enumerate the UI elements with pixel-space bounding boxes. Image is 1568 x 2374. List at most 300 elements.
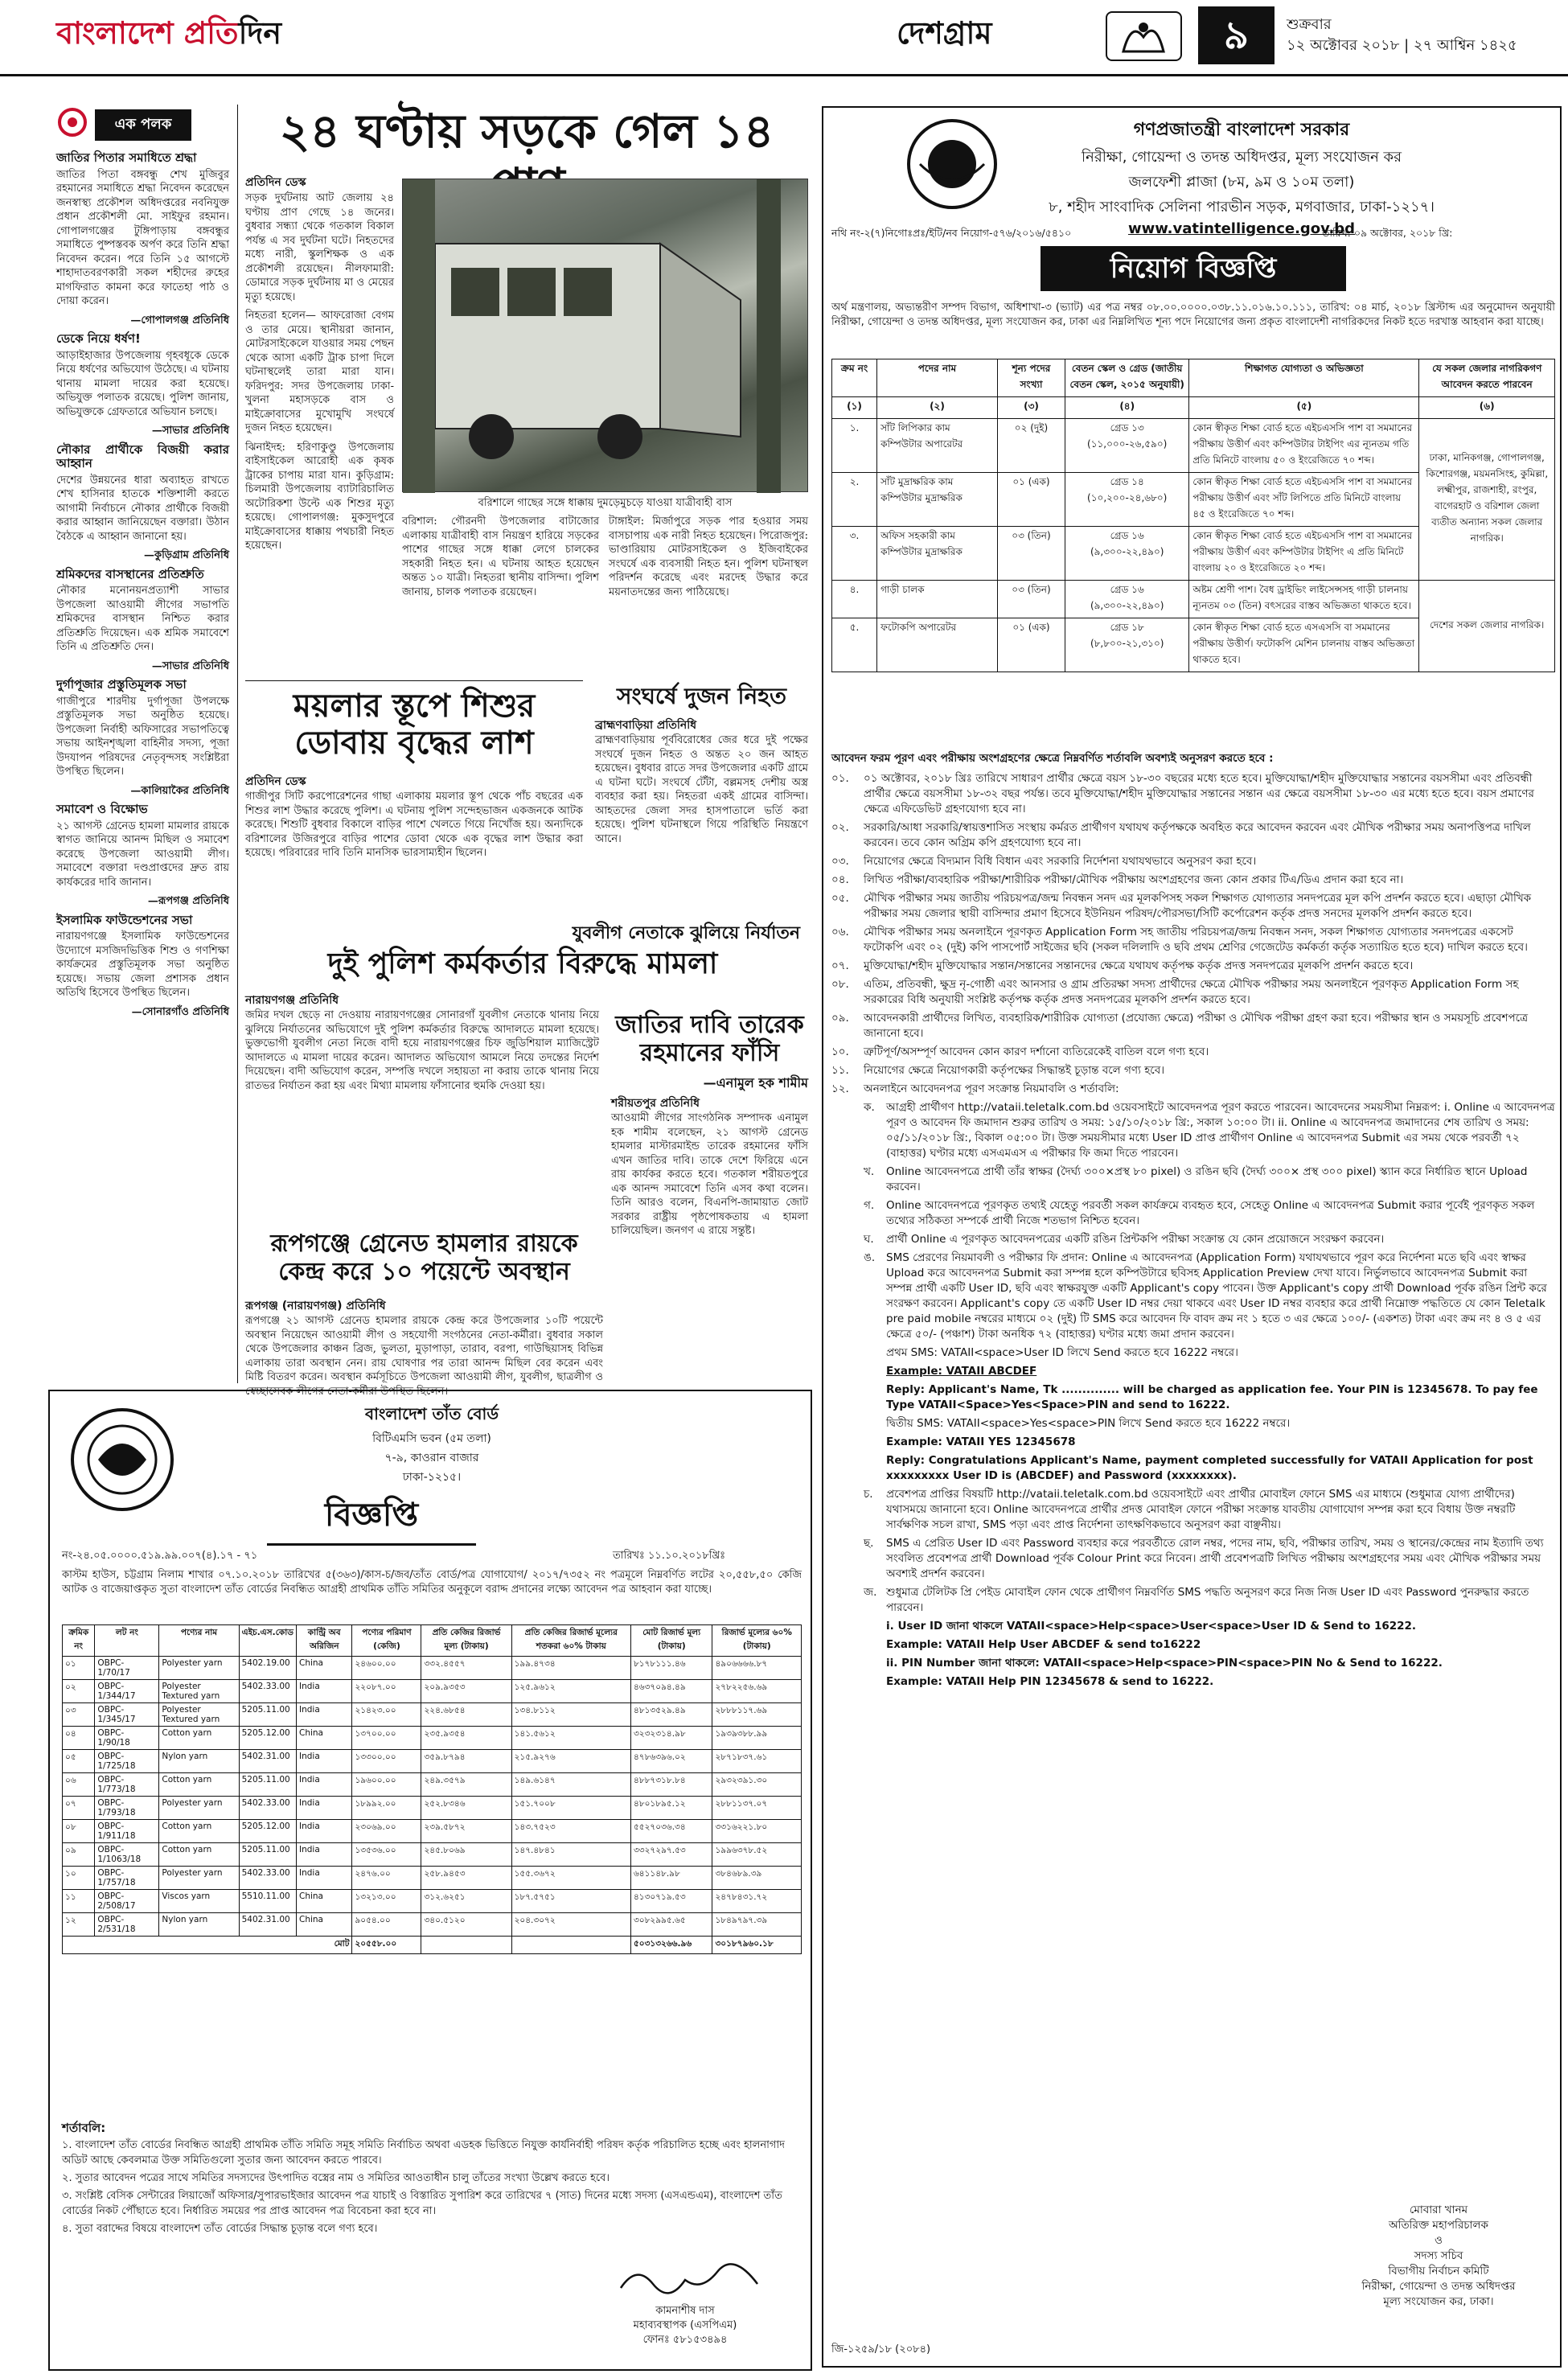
ad-addr3: ঢাকা-১২১৫। [402,1471,462,1484]
story6-byline: রূপগঞ্জ (নারায়ণগঞ্জ) প্রতিনিধি [245,1300,386,1312]
govt-emblem-icon [904,116,1000,212]
org-line3: জলফেশী প্লাজা (৮ম, ৯ম ও ১০ম তলা) [1128,174,1355,191]
brief-source: —কালিয়াকৈর প্রতিনিধি [130,784,229,797]
instruction-text: সরকারি/আধা সরকারি/স্বায়ত্তশাসিত সংস্থায় কর্মরত প্রার্থীগণ যথাযথ কর্তৃপক্ষকে অবহিত করে আবেদন করবেন এবং মৌখিক পরীক্ষার সময় অনাপত্তিপত্র দাখিল করবেন। তবে কোন অগ্রিম কপি গ্রহণযোগ্য হবে না। [864,821,1531,849]
post-table [831,359,1555,672]
instruction-number: ১০. [831,1045,849,1058]
lot-cell: ৩৩২.৪৫৫৭ [421,1657,511,1680]
post-cell-post: অফিস সহকারী কাম কম্পিউটার মুদ্রাক্ষরিক [877,527,998,581]
story4-body: জমির দখল ছেড়ে না দেওয়ায় নারায়ণগঞ্জের সোনারগাঁ যুবলীগ নেতাকে থানায় নিয়ে ঝুলিয়ে নির্যাতনের অভিযোগে দুই পুলিশ কর্মকর্তার বিরুদ্ধে আদালতে মামলা হয়েছে। ভুক্তভোগী যুবলীগ নেতা নিজে বাদী হয়ে নারায়ণগঞ্জের চিফ জুডিশিয়াল ম্যাজিস্ট্রেট আদালতে এ মামলা দায়ের করেন। আদালত অভিযোগ আমলে নিয়ে তদন্তের নির্দেশ দিয়েছেন। বাদী অভিযোগ করেন, সম্পত্তি দখলে সহায়তা না করায় তাকে থানায় নিয়ে রাতভর নির্যাতন করা হয় এবং মিথ্যা মামলায় ফাঁসানোর হুমকি দেওয়া হয়। [245,1009,599,1092]
story4-headline: দুই পুলিশ কর্মকর্তার বিরুদ্ধে মামলা [327,947,718,980]
instruction-item [831,1082,1555,1097]
lot-row [63,1727,802,1750]
brief-source: —সোনারগাঁও প্রতিনিধি [131,1005,229,1018]
brief-body: দেশের উন্নয়নের ধারা অব্যাহত রাখতে শেখ হাসিনার হাতকে শক্তিশালী করতে আগামী নির্বাচনে নৌকার প্রার্থীকে বিজয়ী করার আহ্বান জানিয়েছেন বক্তারা। উঠান বৈঠকে এ আহ্বান জানানো হয়। [56,474,229,543]
post-cell-count: ০৩ (তিন) [997,527,1065,581]
lot-total-row [63,1937,802,1954]
brief-body: ২১ আগস্ট গ্রেনেড হামলা মামলার রায়কে স্বাগত জানিয়ে আনন্দ মিছিল ও সমাবেশ করেছে উপজেলা আওয়ামী লীগ। সমাবেশে বক্তারা দণ্ডপ্রাপ্তদের দ্রুত রায় কার্যকরের দাবি জানান। [56,819,229,889]
org-line4: ৮, শহীদ সাংবাদিক সেলিনা পারভীন সড়ক, মগবাজার, ঢাকা-১২১৭। [1049,199,1435,216]
lot-cell: ২৮৮৮১১৭.৬৯ [712,1703,802,1727]
lot-row [63,1657,802,1680]
main-body-col2 [402,515,599,676]
lot-cell: ২৫২.৮৩৪৬ [421,1797,511,1820]
lot-cell: 5402.19.00 [239,1657,296,1680]
paragraph: বরিশাল: গৌরনদী উপজেলার বাটাজোর এলাকায় যাত্রীবাহী বাস নিয়ন্ত্রণ হারিয়ে সড়কের পাশের গাছের সঙ্গে ধাক্কা লেগে চালকের সহকারী নিহত হন। এ ঘটনায় আহত হয়েছেন অন্তত ১০ যাত্রী। নিহতরা স্থানীয় বাসিন্দা। পুলিশ জানায়, চালক পলাতক রয়েছেন। [402,515,599,598]
lot-cell: India [296,1750,351,1773]
signer-line: মূল্য সংযোজন কর, ঢাকা। [1383,2295,1494,2308]
lot-cell: ১৯৬০০.০০ [352,1773,421,1797]
lot-row [63,1750,802,1773]
rule-text: SMS এ প্রেরিত User ID এবং Password ব্যবহার করে পরবর্তীতে রোল নম্বর, পদের নাম, ছবি, পরীক্ষার তারিখ, সময় ও স্থানের/কেন্দ্রের নাম ইত্যাদি তথ্য সংবলিত প্রবেশপত্র প্রার্থী Download পূর্বক Colour Print করে নিবেন। প্রার্থী প্রবেশপত্রটি লিখিত পরীক্ষায় অংশগ্রহণের সময় এবং মৌখিক পরীক্ষার সময় অবশ্যই প্রদর্শন করবেন। [886,1537,1544,1580]
post-cell-post: সাঁট লিপিকার কাম কম্পিউটার অপারেটর [877,419,998,473]
lot-cell: ১৮৯৯২.০০ [352,1797,421,1820]
ad-ref: নং-২৪.০৫.০০০০.৫১৯.৯৯.০০৭(৪).১৭ - ৭১ [62,1550,258,1562]
story2-body: গাজীপুর সিটি করপোরেশনের গাছা এলাকায় ময়লার স্তূপ থেকে পাঁচ বছরের এক শিশুর লাশ উদ্ধার করেছে পুলিশ। এ ঘটনায় পুলিশ সন্দেহভাজন একজনকে আটক করেছে। শিশুটি বুধবার বিকালে বাড়ির পাশে খেলতে গিয়ে নিখোঁজ হয়। অন্যদিকে বরিশালের উজিরপুরে বাড়ির পাশের ডোবা থেকে এক বৃদ্ধের লাশ উদ্ধার করা হয়েছে। পরিবারের দাবি তিনি মানসিক ভারসাম্যহীন ছিলেন। [245,791,583,859]
signer-line: সদস্য সচিব [1414,2249,1463,2262]
lot-cell: ২৪৭৬.০০ [352,1867,421,1890]
lot-cell: Polyester Textured yarn [159,1680,239,1703]
lot-cell: OBPC-1/90/18 [95,1727,159,1750]
recovery-line: i. User ID জানা থাকলে VATAII<space>Help<space>User<space>User ID & Send to 16222. [886,1620,1417,1633]
rule-text: প্রার্থী Online এ পূরণকৃত আবেদনপত্রের একটি রঙিন প্রিন্টকপি পরীক্ষা সংক্রান্ত যে কোন প্রয়োজনে সংরক্ষণ করবেন। [886,1233,1385,1246]
lot-row [63,1843,802,1867]
instruction-number: ১১. [831,1064,849,1077]
lot-cell: ৪১৩০৭১৯.৫৩ [630,1890,712,1913]
rule-letter: ঙ. [864,1251,876,1264]
lot-cell: ৩৪০.৫১২০ [421,1913,511,1937]
lot-cell: OBPC-2/508/17 [95,1890,159,1913]
rule-text: শুধুমাত্র টেলিটক প্রি পেইড মোবাইল ফোন থেকে প্রার্থীগণ নিম্নবর্ণিত SMS পদ্ধতি অনুসরণ করে নিজ নিজ User ID এবং Password পুনরুদ্ধার করতে পারবেন। [886,1586,1529,1614]
online-rule [864,1198,1555,1229]
post-cell-grade: গ্রেড ১৬ (৯,৩০০-২২,৪৯০) [1065,581,1189,618]
instruction-item [831,977,1555,1008]
lot-cell: China [296,1657,351,1680]
lot-cell: ০৩ [63,1703,95,1727]
lot-cell: ১৪৭.৪৮৪১ [511,1843,630,1867]
instruction-text: ০১ অক্টোবর, ২০১৮ খ্রিঃ তারিখে সাধারণ প্রার্থীর ক্ষেত্রে বয়স ১৮-৩০ বছরের মধ্যে হতে হবে। মুক্তিযোদ্ধা/শহীদ মুক্তিযোদ্ধার সন্তানের বয়সসীমা এবং প্রতিবন্ধী প্রার্থীর ক্ষেত্রে বয়সসীমা ১৮-৩২ বছর পর্যন্ত। তবে মুক্তিযোদ্ধা/শহীদ মুক্তিযোদ্ধার সন্তানের সন্তান এর ক্ষেত্রে বয়সসীমা ১৮-৩০ এর মধ্যে হতে হবে। বয়স প্রমাণের ক্ষেত্রে এফিডেভিট গ্রহণযোগ্য হবে না। [864,772,1534,815]
term-item: ১. বাংলাদেশ তাঁত বোর্ডের নিবন্ধিত আগ্রহী প্রাথমিক তাঁতি সমিতি সমূহ সমিতি নির্বাচিত অথবা এডহক ভিত্তিতে নিযুক্ত কার্যনির্বাহী পরিষদ কর্তৃক পরিচালিত হচ্ছে এবং হালনাগাদ অডিট আছে কেবলমাত্র উক্ত সমিতিগুলো সুতার জন্য আবেদন করতে পারবে। [62,2139,785,2167]
post-cell-post: ফটোকপি অপারেটর [877,618,998,672]
lot-col-header: প্রতি কেজির রিজার্ভ মূল্যের শতকরা ৬০% টাকায় [511,1625,630,1657]
lot-cell: Viscos yarn [159,1890,239,1913]
lot-table [62,1624,802,1954]
post-cell-no: ১. [832,419,877,473]
lot-cell: 5205.11.00 [239,1703,296,1727]
rule-letter: ঘ. [864,1233,874,1246]
tant-board-ad [48,1390,812,2371]
lot-cell: ৪৯০৬৬৬৬.৮৭ [712,1657,802,1680]
post-cell-count: ০১ (এক) [997,473,1065,527]
post-cell-grade: গ্রেড ১৬ (৯,৩০০-২২,৪৯০) [1065,527,1189,581]
date-text: ১২ অক্টোবর ২০১৮ | ২৭ আশ্বিন ১৪২৫ [1287,37,1517,54]
instruction-number: ০৪. [831,873,849,886]
lot-cell: 5402.33.00 [239,1797,296,1820]
story4-kicker: যুবলীগ নেতাকে ঝুলিয়ে নির্যাতন [572,922,800,943]
lot-cell: OBPC-1/911/18 [95,1820,159,1843]
lot-cell: ০৯ [63,1843,95,1867]
signer-line: ফোনঃ ৫৮১৫৩৪৯৪ [642,2334,728,2346]
lot-col-header: পণ্যের নাম [159,1625,239,1657]
sms-instruction: Reply: Congratulations Applicant's Name, payment completed successfully for VATAII Application for post xxxxxxxxx User ID is (ABCDEF) and Password (xxxxxxxx). [886,1454,1533,1482]
lot-cell: ২৪৭৮৪৩১.৭২ [712,1890,802,1913]
lot-cell: India [296,1843,351,1867]
rule-text: SMS প্রেরণের নিয়মাবলী ও পরীক্ষার ফি প্রদান: Online এ আবেদনপত্র (Application Form) যথাযথভাবে পূরণ করে নির্দেশনা মতে ছবি এবং স্বাক্ষর Upload করে আবেদনপত্র Submit করা সম্পন্ন হলে কম্পিউটারে ছবিসহ Application Preview দেখা যাবে। নির্ভুলভাবে আবেদনপত্র Submit করা সম্পন্ন প্রার্থী একটি User ID, ছবি এবং স্বাক্ষরযুক্ত একটি Applicant's copy পাবেন। উক্ত Applicant's copy প্রার্থী Download পূর্বক রঙিন প্রিন্ট করে সংরক্ষণ করবেন। Applicant's copy তে একটি User ID নম্বর দেয়া থাকবে এবং User ID নম্বর ব্যবহার করে প্রার্থী নিম্নোক্ত পদ্ধতিতে যে কোন Teletalk pre paid mobile নম্বরের মাধ্যমে ০২ (দুই) টি SMS করে আবেদন ফি বাবদ ক্রম নং ১ হতে ৩ এর ক্ষেত্রে ১০০/- (একশত) টাকা এবং ক্রম নং ৪ ও ৫ এর ক্ষেত্রে ৫০/- (পঞ্চাশ) টাকা অনধিক ৭২ (বাহাত্তর) ঘণ্টার মধ্যে জমা প্রদান করবেন। [886,1251,1547,1341]
lot-cell: ১১ [63,1890,95,1913]
post-cell-no: ২. [832,473,877,527]
lot-cell: ১২৫.৯৬১২ [511,1680,630,1703]
post-table-wrap [831,359,1555,672]
lot-cell: 5402.33.00 [239,1867,296,1890]
lot-row [63,1773,802,1797]
instruction-text: নিয়োগের ক্ষেত্রে বিদ্যমান বিধি বিধান এবং সরকারি নির্দেশনা যথাযথভাবে অনুসরণ করা হবে। [864,855,1257,868]
story2-headline: ময়লার স্তূপে শিশুর ডোবায় বৃদ্ধের লাশ [293,687,536,762]
lot-col-header: মোট রিজার্ভ মূল্য (টাকায়) [630,1625,712,1657]
lot-cell: ২৯৩২৩৯১.৩০ [712,1773,802,1797]
brief-body: নৌকার মনোনয়নপ্রত্যাশী সাভার উপজেলা আওয়ামী লীগের সভাপতি শ্রমিকদের বাসস্থান নিশ্চিত করার প্রতিশ্রুতি দিয়েছেন। এক শ্রমিক সমাবেশে তিনি এ প্রতিশ্রুতি দেন। [56,585,229,653]
lot-cell: ৪৭৮৬৩৯৬.০২ [630,1750,712,1773]
lot-cell: ২৫৮.৯৪৫৩ [421,1867,511,1890]
lot-cell: ৩৫৯.৮৭৯৪ [421,1750,511,1773]
post-col-index: (৬) [1419,397,1555,419]
instruction-number: ০৭. [831,959,849,972]
recovery-line: Example: VATAII Help User ABCDEF & send to16222 [886,1638,1201,1651]
brief-title: জাতির পিতার সমাধিতে শ্রদ্ধা [56,150,197,165]
lot-cell: ৯০৫৪.০০ [352,1913,421,1937]
sms-instruction: দ্বিতীয় SMS: VATAII<space>Yes<space>PIN লিখে Send করতে হবে 16222 নম্বরে। [886,1417,1291,1430]
district-note: ঢাকা, মানিকগঞ্জ, গোপালগঞ্জ, কিশোরগঞ্জ, ময়মনসিংহ, কুমিল্লা, লক্ষ্মীপুর, রাজশাহী, রংপুর, বাগেরহাট ও বরিশাল জেলা ব্যতীত অন্যান্য সকল জেলার নাগরিক। [1419,419,1555,581]
signer-line: মোবারা খানম [1409,2204,1468,2216]
weekday: শুক্রবার [1287,16,1332,33]
lot-cell: ২০৪.৩০৭২ [511,1913,630,1937]
sms-instruction: Example: VATAII ABCDEF [886,1365,1037,1378]
lot-row [63,1680,802,1703]
brief-body: জাতির পিতা বঙ্গবন্ধু শেখ মুজিবুর রহমানের সমাধিতে শ্রদ্ধা নিবেদন করেছেন জনস্বাস্থ্য প্রকৌশল অধিদপ্তরের নবনিযুক্ত প্রধান প্রকৌশলী মো. সাইফুর রহমান। গোপালগঞ্জের টুঙ্গিপাড়ায় বঙ্গবন্ধুর সমাধিতে পুষ্পস্তবক অর্পণ করে তিনি শ্রদ্ধা নিবেদন করেন। পরে তিনি ১৫ আগস্টে শাহাদাতবরণকারী সকল শহীদের রুহের মাগফিরাত কামনা করে ফাতেহা পাঠ ও দোয়া করেন। [56,168,229,307]
page-header [0,0,1568,76]
story6-headline: রূপগঞ্জে গ্রেনেড হামলার রায়কে কেন্দ্র করে ১০ পয়েন্টে অবস্থান [270,1230,578,1286]
lot-cell: 5510.11.00 [239,1890,296,1913]
recovery-line: Example: VATAII Help PIN 12345678 & send to 16222. [886,1675,1214,1688]
instruction-number: ১২. [831,1082,849,1095]
story3-body: ব্রাহ্মণবাড়িয়ায় পূর্ববিরোধের জের ধরে দুই পক্ষের সংঘর্ষে দুজন নিহত ও অন্তত ২০ জন আহত হয়েছেন। বুধবার রাতে সদর উপজেলার একটি গ্রামে এ ঘটনা ঘটে। সংঘর্ষে টেঁটা, বল্লমসহ দেশীয় অস্ত্র ব্যবহার করা হয়। নিহতরা একই গ্রামের বাসিন্দা। আহতদের জেলা সদর হাসপাতালে ভর্তি করা হয়েছে। পুলিশ ঘটনাস্থলে গিয়ে পরিস্থিতি নিয়ন্ত্রণে আনে। [595,734,808,845]
rule-letter: চ. [864,1488,873,1501]
post-col-index: (৫) [1189,397,1419,419]
total-cell: ২০৫৫৮.০০ [352,1937,421,1954]
lot-cell: ০৬ [63,1773,95,1797]
story3-headline: সংঘর্ষে দুজন নিহত [617,683,786,709]
lot-cell: India [296,1867,351,1890]
lot-cell: OBPC-1/773/18 [95,1773,159,1797]
brief-title: ডেকে নিয়ে ধর্ষণ! [56,331,141,346]
main-body-col3 [609,515,808,676]
total-cell [511,1937,630,1954]
post-col-header: শিক্ষাগত যোগ্যতা ও অভিজ্ঞতা [1189,359,1419,397]
ad-ref-no: নথি নং-২(৭)নিগোঃপ্রঃ/ইটি/নব নিয়োগ-৫৭৬/২০১৬/৫৪১০ [831,227,1072,239]
post-cell-qual: কোন স্বীকৃত শিক্ষা বোর্ড হতে এইচএসসি পাশ বা সমমানের পরীক্ষায় উত্তীর্ণ এবং সাঁট লিপিতে প্রতি মিনিটে বাংলায় ৪৫ ও ইংরেজিতে ৭০ শব্দ। [1189,473,1419,527]
lot-row [63,1890,802,1913]
tant-board-logo-icon [66,1403,179,1516]
post-cell-grade: গ্রেড ১৪ (১০,২০০-২৪,৬৮০) [1065,473,1189,527]
post-cell-count: ০৩ (তিন) [997,581,1065,618]
lot-cell: ১৩২১৩.০০ [352,1890,421,1913]
brief-source: —সাভার প্রতিনিধি [151,659,229,672]
instruction-item [831,873,1555,888]
post-cell-post: সাঁট মুদ্রাক্ষরিক কাম কম্পিউটার মুদ্রাক্ষরিক [877,473,998,527]
lot-cell: ১৫১.৭০০৮ [511,1797,630,1820]
lot-cell: ২৮৮১১৩৭.০৭ [712,1797,802,1820]
instruction-text: মুক্তিযোদ্ধা/শহীদ মুক্তিযোদ্ধার সন্তান/সন্তানের সন্তানদের ক্ষেত্রে যথাযথ কর্তৃপক্ষ কর্তৃক প্রদত্ত সনদপত্রের মূলকপি প্রদর্শন করতে হবে। [864,959,1414,972]
lot-cell: OBPC-1/345/17 [95,1703,159,1727]
total-cell: ৩০১৮৭৯৬০.১৮ [712,1937,802,1954]
lot-cell: ৩৩২৭২৯৭.৫৩ [630,1843,712,1867]
post-cell-grade: গ্রেড ১৩ (১১,০০০-২৬,৫৯০) [1065,419,1189,473]
term-item: ৪. সুতা বরাদ্দের বিষয়ে বাংলাদেশ তাঁত বোর্ডের সিদ্ধান্ত চূড়ান্ত বলে গণ্য হবে। [62,2223,378,2235]
story5-byline: শরীয়তপুর প্রতিনিধি [611,1097,700,1110]
post-cell-no: ৩. [832,527,877,581]
lot-cell: ৪৮০১৮৯৫.১২ [630,1797,712,1820]
lot-cell: ১০ [63,1867,95,1890]
lot-col-header: প্রতি কেজির রিজার্ভ মূল্য (টাকায়) [421,1625,511,1657]
lot-cell: OBPC-2/531/18 [95,1913,159,1937]
lot-cell: ২২৪.৬৮৫৪ [421,1703,511,1727]
lot-cell: ১৮৪৯৭৯৭.৩৯ [712,1913,802,1937]
post-cell-qual: কোন স্বীকৃত শিক্ষা বোর্ড হতে এইচএসসি পাশ বা সমমানের পরীক্ষায় উত্তীর্ণ এবং কম্পিউটার টাইপিং এ প্রতি মিনিটে বাংলায় ২০ ও ইংরেজিতে ২০ শব্দ। [1189,527,1419,581]
brief-title: শ্রমিকদের বাসস্থানের প্রতিশ্রুতি [56,566,204,581]
lot-cell: ৩২৩২৩১৪.৯৮ [630,1727,712,1750]
post-col-index: (১) [832,397,877,419]
column-divider [237,105,238,1383]
lot-cell: 5205.11.00 [239,1773,296,1797]
instruction-item [831,854,1555,869]
instruction-number: ০১. [831,772,849,785]
accident-photo [402,179,808,492]
brief-body: গাজীপুরে শারদীয় দুর্গাপূজা উপলক্ষে প্রস্তুতিমূলক সভা অনুষ্ঠিত হয়েছে। উপজেলা নির্বাহী অফিসারের সভাপতিত্বে সভায় আইনশৃঙ্খলা বাহিনীর সদস্য, পূজা উদযাপন পরিষদের নেতৃবৃন্দসহ সংশ্লিষ্টরা উপস্থিত ছিলেন। [56,695,229,778]
lot-cell: Polyester yarn [159,1797,239,1820]
online-rule [864,1536,1555,1582]
lot-cell: ২৩৯.৫৮৭২ [421,1820,511,1843]
lot-cell: ২১৪২৩.০০ [352,1703,421,1727]
brief-logo-icon [56,106,88,138]
lot-cell: OBPC-1/344/17 [95,1680,159,1703]
org-website-link[interactable]: www.vatintelligence.gov.bd [1127,220,1356,237]
brief-title: নৌকার প্রার্থীকে বিজয়ী করার আহ্বান [56,442,229,470]
lot-cell: India [296,1820,351,1843]
dateline [1287,14,1560,56]
lot-col-header: রিজার্ভ মূল্যের ৬০% (টাকায়) [712,1625,802,1657]
ad-addr1: বিটিএমসি ভবন (৫ম তলা) [372,1432,491,1445]
instruction-item [831,820,1555,851]
instruction-text: নিয়োগের ক্ষেত্রে নিয়োগকারী কর্তৃপক্ষের সিদ্ধান্তই চূড়ান্ত বলে গণ্য হবে। [864,1064,1165,1077]
ad-org: বাংলাদেশ তাঁত বোর্ড [364,1404,499,1423]
recovery-line: ii. PIN Number জানা থাকলে: VATAII<space>Help<space>PIN<space>PIN No & Send to 16222. [886,1657,1443,1670]
story5-body: আওয়ামী লীগের সাংগঠনিক সম্পাদক এনামুল হক শামীম বলেছেন, ২১ আগস্ট গ্রেনেড হামলার মাস্টারমাইন্ড তারেক রহমানের ফাঁসি এখন জাতির দাবি। তাকে দেশে ফিরিয়ে এনে রায় কার্যকর করতে হবে। গতকাল শরীয়তপুরে এক আনন্দ সমাবেশে তিনি এসব কথা বলেন। তিনি আরও বলেন, বিএনপি-জামায়াত জোট সরকার রাষ্ট্রীয় পৃষ্ঠপোষকতায় এ হামলা চালিয়েছিল। জনগণ এ রায়ে সন্তুষ্ট। [611,1112,808,1237]
sms-instruction: Reply: Applicant's Name, Tk .............. will be charged as application fee. Your PIN is 12345678. To pay fee Type VATAII<Space>Yes<Space>PIN and send to 16222. [886,1383,1538,1411]
ad-title: নিয়োগ বিজ্ঞপ্তি [1041,246,1346,291]
brief-title: ইসলামিক ফাউন্ডেশনের সভা [56,912,193,927]
signer-line: অতিরিক্ত মহাপরিচালক [1388,2219,1489,2232]
lot-cell: China [296,1890,351,1913]
signer-line: কামনাশীষ দাস [655,2305,715,2317]
main-headline: ২৪ ঘণ্টায় সড়কে গেল ১৪ [279,104,774,158]
online-rule [864,1100,1555,1161]
total-cell: ৫০৩১৩২৬৬.৯৬ [630,1937,712,1954]
lot-col-header: এইচ.এস.কোড [239,1625,296,1657]
total-label: মোট [63,1937,352,1954]
instruction-text: আবেদনকারী প্রার্থীদের লিখিত, ব্যবহারিক/শারীরিক যোগ্যতা (প্রযোজ্য ক্ষেত্রে) পরীক্ষা ও মৌখিক পরীক্ষা গ্রহণ করা হবে। পরীক্ষার স্থান ও সময়সূচি প্রবেশপত্রে জানানো হবে। [864,1012,1529,1040]
lot-col-header: পণ্যের পরিমাণ (কেজি) [352,1625,421,1657]
lot-cell: ৩০৮২৯৯৫.৬৫ [630,1913,712,1937]
org-line1: গণপ্রজাতন্ত্রী বাংলাদেশ সরকার [1133,120,1350,140]
sms-instruction: প্রথম SMS: VATAII<space>User ID লিখে Send করতে হবে 16222 নম্বরে। [886,1346,1238,1359]
lot-cell: ২৪৯.৩৫৭৯ [421,1773,511,1797]
lot-cell: India [296,1680,351,1703]
lot-cell: 5205.12.00 [239,1820,296,1843]
signer-line: বিভাগীয় নির্বাচন কমিটি [1388,2265,1489,2277]
lot-cell: ৪৮১৩৫২৯.৪৯ [630,1703,712,1727]
instruction-item [831,771,1555,817]
lot-cell: 5205.12.00 [239,1727,296,1750]
signer-line: মহাব্যবস্থাপক (এসপিএম) [633,2319,737,2331]
brief-column [56,146,229,1361]
lot-cell: ০৭ [63,1797,95,1820]
lot-cell: 5205.11.00 [239,1843,296,1867]
brief-source: —রূপগঞ্জ প্রতিনিধি [147,895,229,907]
page-number: ৯ [1198,6,1275,64]
post-row [832,581,1555,618]
brief-source: —কুড়িগ্রাম প্রতিনিধি [143,549,229,561]
rule-letter: ক. [864,1101,875,1114]
ad-addr2: ৭-৯, কাওরান বাজার [384,1452,479,1464]
section-emblem-icon [1106,11,1182,61]
post-cell-qual: কোন স্বীকৃত শিক্ষা বোর্ড হতে এসএসসি বা সমমানের পরীক্ষায় উত্তীর্ণ। ফটোকপি মেশিন চালনায় বাস্তব অভিজ্ঞতা থাকতে হবে। [1189,618,1419,672]
ad-intro: অর্থ মন্ত্রণালয়, অভ্যন্তরীণ সম্পদ বিভাগ, অধিশাখা-৩ (ভ্যাট) এর পত্র নম্বর ০৮.০০.০০০০.০৩৮.১১.০১৬.১০.১১১, তারিখ: ০৪ মার্চ, ২০১৮ খ্রিস্টাব্দ এর অনুমোদন অনুযায়ী নিরীক্ষা, গোয়েন্দা ও তদন্ত অধিদপ্তর, মূল্য সংযোজন কর, ঢাকা এর নিম্নলিখিত শূন্য পদে নিয়োগের জন্য প্রকৃত বাংলাদেশী নাগরিকদের নিকট হতে দরখাস্ত আহবান করা যাচ্ছে। [831,302,1555,328]
photo-caption: বরিশালে গাছের সঙ্গে ধাক্কায় দুমড়েমুচড়ে যাওয়া যাত্রীবাহী বাস [478,497,733,509]
brief-title: দুর্গাপূজার প্রস্তুতিমূলক সভা [56,677,187,692]
lot-cell: Cotton yarn [159,1773,239,1797]
lot-cell: ২১৫.৯২৭৬ [511,1750,630,1773]
lot-cell: ০৫ [63,1750,95,1773]
post-col-header: পদের নাম [877,359,998,397]
rule-text: Online আবেদনপত্রে পূরণকৃত তথ্যই যেহেতু পরবর্তী সকল কার্যক্রমে ব্যবহৃত হবে, সেহেতু Online এ আবেদনপত্র Submit করার পূর্বেই পূরণকৃত সকল তথ্যের সঠিকতা সম্পর্কে প্রার্থী নিজে শতভাগ নিশ্চিত হবেন। [886,1199,1535,1227]
lot-cell: ২৮৭১৮৩৭.৬১ [712,1750,802,1773]
post-cell-count: ০১ (এক) [997,618,1065,672]
post-row [832,419,1555,473]
lot-cell: OBPC-1/1063/18 [95,1843,159,1867]
brief-source: —সাভার প্রতিনিধি [151,425,229,437]
district-note-2: দেশের সকল জেলার নাগরিক। [1419,581,1555,672]
instruction-text: লিখিত পরীক্ষা/ব্যবহারিক পরীক্ষা/শারীরিক পরীক্ষা/মৌখিক পরীক্ষায় অংশগ্রহণের জন্য কোন প্রকার টিএ/ডিএ প্রদান করা হবে না। [864,873,1404,886]
lot-cell: ১৩৭০০.০০ [352,1727,421,1750]
lot-cell: 5402.31.00 [239,1750,296,1773]
post-cell-count: ০২ (দুই) [997,419,1065,473]
lot-row [63,1797,802,1820]
lot-cell: ৪৬৩৭০৯৪.৪৯ [630,1680,712,1703]
brief-tag: এক পলক [95,109,191,141]
instruction-number: ০৮. [831,978,849,991]
lot-cell: ১৪৯.৬১৪৭ [511,1773,630,1797]
lot-cell: ৪৮৮৭৩১৮.৮৪ [630,1773,712,1797]
paragraph: নিহতরা হলেন— আফরোজা বেগম ও তার মেয়ে। স্থানীয়রা জানান, মোটরসাইকেলে যাওয়ার সময় পেছন থেকে আসা একটি ট্রাক চাপা দিলে ঘটনাস্থলেই তারা মারা যান। ফরিদপুর: সদর উপজেলায় ঢাকা-খুলনা মহাসড়কে বাস ও মাইক্রোবাসের মুখোমুখি সংঘর্ষে দুজন নিহত হয়েছেন। [245,310,394,434]
lot-cell: ১৩৩০০.০০ [352,1750,421,1773]
lot-col-header: ক্রমিক নং [63,1625,95,1657]
ad-date: তারিখঃ ১১.১০.২০১৮খ্রিঃ [613,1550,726,1562]
lot-cell: ১৪৩.৭৫২৩ [511,1820,630,1843]
story5-headline: জাতির দাবি তারেক রহমানের ফাঁসি [615,1011,804,1067]
lot-cell: ২৩৫.৯৩৫৪ [421,1727,511,1750]
rule-letter: ছ. [864,1537,874,1550]
sms-instruction: Example: VATAII YES 12345678 [886,1435,1076,1448]
lot-cell: ১৩৪.৮১১২ [511,1703,630,1727]
total-cell [421,1937,511,1954]
section-title: দেশগ্রাম [897,14,992,51]
online-rule [864,1232,1555,1247]
lot-cell: ৩৮৪৬৮৯.৩৯ [712,1867,802,1890]
lot-cell: ২৩০৬৯.০০ [352,1820,421,1843]
ad-footer-code: জি-১২৫৯/১৮ (২০৮৪) [831,2343,931,2356]
lot-cell: 5402.33.00 [239,1680,296,1703]
instruction-text: মৌখিক পরীক্ষার সময় জাতীয় পরিচয়পত্র/জন্ম নিবন্ধন সনদ এর মূলকপিসহ সকল শিক্ষাগত যোগ্যতার সনদপত্রের মূল কপি প্রদর্শন করতে হবে। এছাড়া মৌখিক পরীক্ষার সময় জেলার স্থায়ী বাসিন্দার প্রমাণ হিসেবে ইউনিয়ন পরিষদ/পৌরসভা/সিটি কর্পোরেশন কর্তৃক প্রদত্ত সনদের মূলকপি প্রদর্শন করতে হবে। [864,892,1532,920]
lot-cell: ১৯৩৯৩৮৮.৯৯ [712,1727,802,1750]
ad-lot-table-wrap [62,1624,802,1954]
instruction-number: ০২. [831,821,849,834]
paragraph: টাঙ্গাইল: মির্জাপুরে সড়ক পার হওয়ার সময় বাসচাপায় এক নারী নিহত হয়েছেন। পিরোজপুর: ভাণ্ডারিয়ায় মোটরসাইকেল ও ইজিবাইকের সংঘর্ষে এক ব্যবসায়ী নিহত হন। পুলিশ ঘটনাস্থল পরিদর্শন করেছে এবং মরদেহ উদ্ধার করে ময়নাতদন্তের জন্য পাঠিয়েছে। [609,515,808,598]
lot-cell: ১৯৯.৪৭৩৪ [511,1657,630,1680]
lot-cell: ০৪ [63,1727,95,1750]
lot-cell: Cotton yarn [159,1727,239,1750]
brief-body: নারায়ণগঞ্জে ইসলামিক ফাউন্ডেশনের উদ্যোগে মসজিদভিত্তিক শিশু ও গণশিক্ষা কার্যক্রমের প্রস্তুতিমূলক সভা অনুষ্ঠিত হয়েছে। সভায় জেলা প্রশাসক প্রধান অতিথি হিসেবে উপস্থিত ছিলেন। [56,930,229,999]
lot-col-header: লট নং [95,1625,159,1657]
rule [245,680,583,681]
lot-cell: India [296,1703,351,1727]
post-col-header: যে সকল জেলার নাগরিকগণ আবেদন করতে পারবেন [1419,359,1555,397]
lot-cell: ১৯৯৬৩৭৮.৫২ [712,1843,802,1867]
instruction-item [831,1045,1555,1060]
online-rule [864,1585,1555,1616]
rule-letter: জ. [864,1586,877,1599]
online-rule [864,1251,1555,1342]
lot-cell: ২৭৮২২৫৬.৬৯ [712,1680,802,1703]
instruction-item [831,925,1555,955]
instruction-item [831,891,1555,922]
instruction-item [831,959,1555,974]
paragraph: সড়ক দুর্ঘটনায় আট জেলায় ২৪ ঘণ্টায় প্রাণ গেছে ১৪ জনের। বুধবার সন্ধ্যা থেকে গতকাল বিকাল পর্যন্ত এ সব দুর্ঘটনা ঘটে। নিহতদের মধ্যে নারী, স্কুলশিক্ষক ও এক প্রকৌশলী রয়েছেন। নীলফামারী: ডোমারে সড়ক দুর্ঘটনায় মা ও মেয়ের মৃত্যু হয়েছে। [245,192,394,303]
post-col-index: (২) [877,397,998,419]
terms-title: শর্তাবলি: [62,2121,106,2135]
instructions-title: আবেদন ফরম পূরণ এবং পরীক্ষায় অংশগ্রহণের ক্ষেত্রে নিম্নবর্ণিত শর্তাবলি অবশ্যই অনুসরণ করতে হবে : [831,752,1274,765]
brief-body: আড়াইহাজার উপজেলায় গৃহবধূকে ডেকে নিয়ে ধর্ষণের অভিযোগ উঠেছে। এ ঘটনায় থানায় মামলা দায়ের করা হয়েছে। অভিযুক্ত পলাতক রয়েছে। পুলিশ জানায়, অভিযুক্তকে গ্রেফতারে অভিযান চলছে। [56,349,229,418]
ad-ref-date: তারিখ: ০৯ অক্টোবর, ২০১৮ খ্রি: [1322,227,1453,239]
instruction-number: ০৬. [831,926,849,939]
ad-intro: কাস্টম হাউস, চট্টগ্রাম নিলাম শাখার ০৭.১০.২০১৮ তারিখের ৫(৩৬৩)/কাস-চ/জব/তাঁত বোর্ড/পত্র যোগাযোগ/ ২০১৭/৭৩৫২ নং পত্রমূলে নিম্নবর্ণিত লটের ২০,৫৫৮,৫০ কেজি আটক ও বাজেয়াপ্তকৃত সুতা বাংলাদেশ তাঁত বোর্ডের নিবন্ধিত আগ্রহী প্রাথমিক তাঁতি সমিতির অনুকূলে বরাদ্দ প্রদানের লক্ষ্যে আবেদন পত্র আহবান করা যাচ্ছে। [62,1569,802,1596]
post-col-index: (৪) [1065,397,1189,419]
lot-cell: ৮১৭৮১১১.৪৬ [630,1657,712,1680]
masthead: বাংলাদেশ প্রতিদিন [56,14,282,51]
online-rule [864,1164,1555,1195]
post-col-header: বেতন স্কেল ও গ্রেড (জাতীয় বেতন স্কেল, ২০১৫ অনুযায়ী) [1065,359,1189,397]
brief-source: —গোপালগঞ্জ প্রতিনিধি [130,314,229,327]
rule-text: আগ্রহী প্রার্থীগণ http://vataii.teletalk.com.bd ওয়েবসাইটে আবেদনপত্র পূরণ করতে পারবেন। আবেদনের সময়সীমা নিম্নরূপ: i. Online এ আবেদনপত্র পূরণ ও আবেদন ফি জমাদান শুরুর তারিখ ও সময়: ১৫/১০/২০১৮ খ্রি:, সকাল ১০:০০ টা। ii. Online এ আবেদনপত্র জমাদানের শেষ তারিখ ও সময়: ০৫/১১/২০১৮ খ্রি:, বিকাল ০৫:০০ টা। উক্ত সময়সীমার মধ্যে User ID প্রাপ্ত প্রার্থীগণ Online এ আবেদনপত্র Submit এর সময় থেকে পরবর্তী ৭২ (বাহাত্তর) ঘণ্টার মধ্যে এসএমএস এ পরীক্ষার ফি জমা দিতে পারবেন। [886,1101,1555,1160]
post-col-header: শূন্য পদের সংখ্যা [997,359,1065,397]
term-item: ৩. সংশ্লিষ্ট বেসিক সেন্টারের লিয়াজোঁ অফিসার/সুপারভাইজার আবেদন পত্র যাচাই ও বিস্তারিত সুপারিশ করে তারিখের ৭ (সাত) দিনের মধ্যে সদস্য (এসএন্ডএম), বাংলাদেশ তাঁত বোর্ডের নিকট পৌঁছাতে হবে। নির্ধারিত সময়ের পর প্রাপ্ত আবেদন পত্র বিবেচনা করা হবে না। [62,2190,782,2217]
instructions [831,751,1555,1693]
lot-cell: China [296,1913,351,1937]
lot-cell: Cotton yarn [159,1843,239,1867]
post-cell-post: গাড়ী চালক [877,581,998,618]
post-cell-qual: অষ্টম শ্রেণী পাশ। বৈধ ড্রাইভিং লাইসেন্সসহ গাড়ী চালনায় ন্যূনতম ০৩ (তিন) বৎসরের বাস্তব অভিজ্ঞতা থাকতে হবে। [1189,581,1419,618]
signature [613,2260,774,2300]
lot-cell: Polyester Textured yarn [159,1703,239,1727]
post-col-header: ক্রম নং [832,359,877,397]
lot-cell: ১৮৭.৫৭৫১ [511,1890,630,1913]
